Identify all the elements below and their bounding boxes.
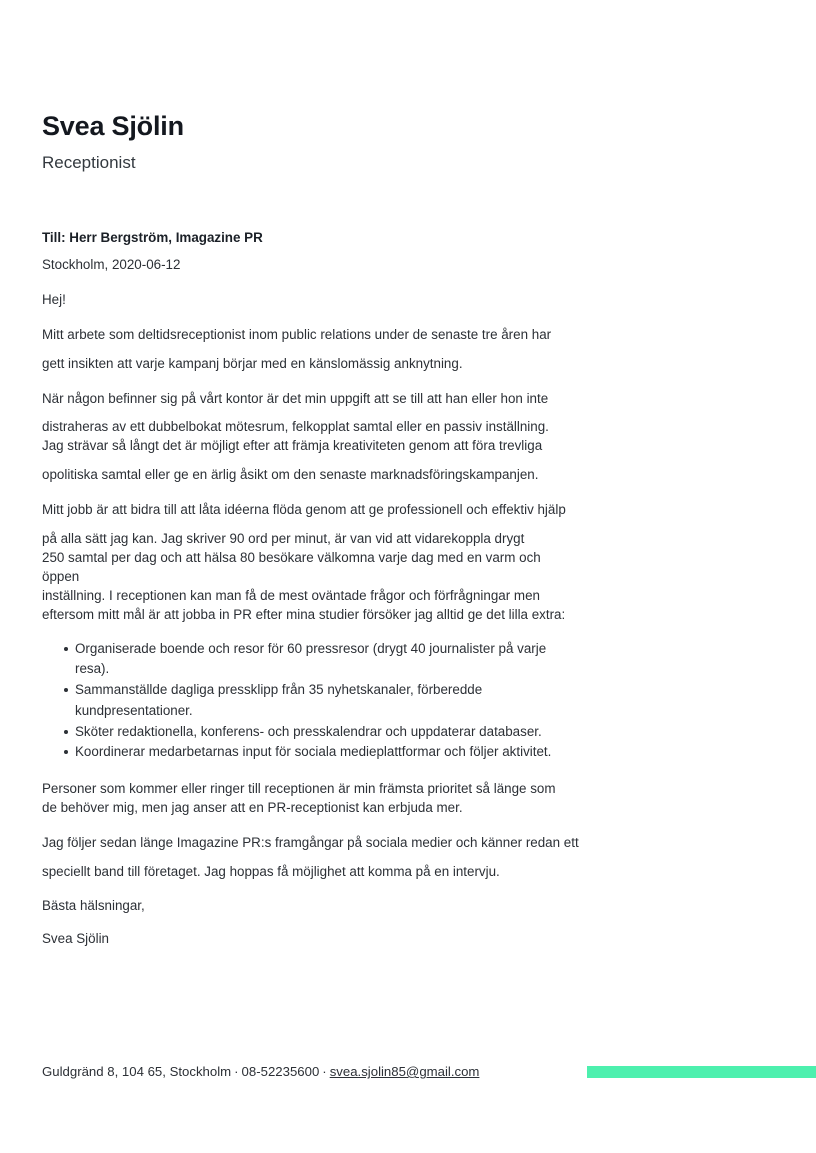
footer-contact [42,1064,479,1079]
letter-paragraph [42,833,580,881]
achievement-list-item: Sammanställde dagliga pressklipp från 35 nyhetskanaler, förberedde kundpresentationer. [42,680,580,722]
letter-paragraph [42,389,580,484]
achievement-list-item: Organiserade boende och resor för 60 pressresor (drygt 40 journalister på varje resa). [42,639,580,681]
footer-accent-bar [587,1066,816,1078]
paragraph-line: När någon befinner sig på vårt kontor är det min uppgift att se till att han eller hon inte [42,390,549,406]
footer-email-link[interactable]: svea.sjolin85@gmail.com [329,1064,480,1079]
signoff: Bästa hälsningar, [42,897,145,913]
signature-name: Svea Sjölin [42,930,109,946]
salutation: Hej! [42,292,66,308]
letter-closing-paragraphs [42,779,580,881]
paragraph-line: Personer som kommer eller ringer till receptionen är min främsta prioritet så länge som [42,781,556,797]
recipient-line: Till: Herr Bergström, Imagazine PR [42,230,263,245]
paragraph-line: de behöver mig, men jag anser att en PR-receptionist kan erbjuda mer. [42,800,463,816]
letter-paragraph [42,325,580,373]
place-and-date: Stockholm, 2020-06-12 [42,257,181,273]
paragraph-line: 250 samtal per dag och att hälsa 80 besökare välkomna varje dag med en varm och öppen [42,549,541,584]
footer-address: Guldgränd 8, 104 65, Stockholm [42,1064,232,1079]
letter-paragraph [42,779,580,817]
paragraph-line: Jag följer sedan länge Imagazine PR:s framgångar på sociala medier och känner redan ett [42,835,579,851]
footer-separator-2: · [322,1064,327,1079]
paragraph-line: eftersom mitt mål är att jobba in PR efter mina studier försöker jag alltid ge det lilla extra: [42,606,566,622]
achievement-list-item: Sköter redaktionella, konferens- och presskalendrar och uppdaterar databaser. [42,722,580,743]
achievement-list [42,639,580,764]
paragraph-line: distraheras av ett dubbelbokat mötesrum, felkopplat samtal eller en passiv inställning. [42,419,549,435]
letter-paragraphs [42,325,580,623]
letter-paragraph [42,500,580,624]
paragraph-line: på alla sätt jag kan. Jag skriver 90 ord per minut, är van vid att vidarekoppla drygt [42,530,525,546]
footer-separator-1: · [234,1064,239,1079]
paragraph-line: Mitt jobb är att bidra till att låta idéerna flöda genom att ge professionell och effektiv hjälp [42,501,566,517]
letter-header [42,112,582,173]
paragraph-line: opolitiska samtal eller ge en ärlig åsikt om den senaste marknadsföringskampanjen. [42,466,539,482]
paragraph-line: speciellt band till företaget. Jag hoppas få möjlighet att komma på en intervju. [42,863,500,879]
paragraph-line: Jag strävar så långt det är möjligt efter att främja kreativiteten genom att föra trevliga [42,438,543,454]
applicant-name: Svea Sjölin [42,111,184,141]
paragraph-line: gett insikten att varje kampanj börjar med en känslomässig anknytning. [42,355,463,371]
paragraph-line: Mitt arbete som deltidsreceptionist inom public relations under de senaste tre åren har [42,327,552,343]
achievement-list-item: Koordinerar medarbetarnas input för sociala medieplattformar och följer aktivitet. [42,742,580,763]
letter-body [42,229,580,948]
footer-phone: 08-52235600 [241,1064,320,1079]
paragraph-line: inställning. I receptionen kan man få de mest oväntade frågor och förfrågningar men [42,587,540,603]
applicant-job-title: Receptionist [42,152,136,172]
